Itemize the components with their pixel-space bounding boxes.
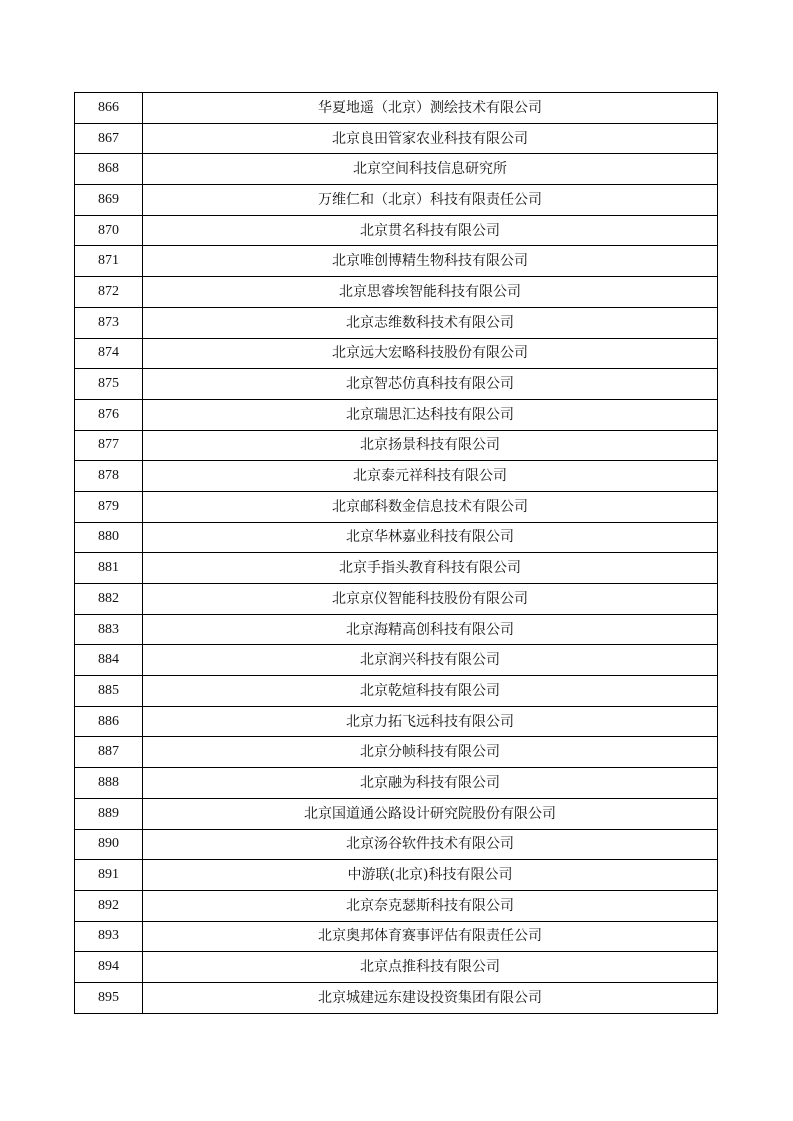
row-number-cell: 892 <box>75 890 143 921</box>
table-row <box>75 798 718 829</box>
company-name-cell: 北京奈克瑟斯科技有限公司 <box>143 890 718 921</box>
table-row <box>75 829 718 860</box>
table-row <box>75 430 718 461</box>
table-row <box>75 215 718 246</box>
row-number-cell: 872 <box>75 277 143 308</box>
company-name-cell: 华夏地遥（北京）测绘技术有限公司 <box>143 93 718 124</box>
row-number-cell: 880 <box>75 522 143 553</box>
company-name-cell: 北京乾煊科技有限公司 <box>143 676 718 707</box>
company-name-cell: 北京京仪智能科技股份有限公司 <box>143 584 718 615</box>
company-name-cell: 北京贯名科技有限公司 <box>143 215 718 246</box>
row-number-cell: 885 <box>75 676 143 707</box>
company-name-cell: 北京邮科数金信息技术有限公司 <box>143 491 718 522</box>
table-row <box>75 461 718 492</box>
table-row <box>75 307 718 338</box>
table-row <box>75 491 718 522</box>
table-row <box>75 676 718 707</box>
table-row <box>75 860 718 891</box>
table-row <box>75 338 718 369</box>
company-name-cell: 北京唯创博精生物科技有限公司 <box>143 246 718 277</box>
row-number-cell: 870 <box>75 215 143 246</box>
table-row <box>75 399 718 430</box>
row-number-cell: 883 <box>75 614 143 645</box>
company-name-cell: 北京力拓飞远科技有限公司 <box>143 706 718 737</box>
table-row <box>75 522 718 553</box>
company-name-cell: 北京良田管家农业科技有限公司 <box>143 123 718 154</box>
row-number-cell: 890 <box>75 829 143 860</box>
company-name-cell: 北京志维数科技术有限公司 <box>143 307 718 338</box>
table-row <box>75 185 718 216</box>
row-number-cell: 891 <box>75 860 143 891</box>
company-name-cell: 北京华林嘉业科技有限公司 <box>143 522 718 553</box>
table-row <box>75 982 718 1013</box>
company-name-cell: 北京手指头教育科技有限公司 <box>143 553 718 584</box>
row-number-cell: 882 <box>75 584 143 615</box>
table-row <box>75 952 718 983</box>
company-name-cell: 北京汤谷软件技术有限公司 <box>143 829 718 860</box>
company-name-cell: 北京泰元祥科技有限公司 <box>143 461 718 492</box>
row-number-cell: 877 <box>75 430 143 461</box>
table-row <box>75 277 718 308</box>
company-name-cell: 北京润兴科技有限公司 <box>143 645 718 676</box>
company-name-cell: 北京点推科技有限公司 <box>143 952 718 983</box>
table-row <box>75 921 718 952</box>
company-name-cell: 北京空间科技信息研究所 <box>143 154 718 185</box>
row-number-cell: 866 <box>75 93 143 124</box>
company-name-cell: 北京分帧科技有限公司 <box>143 737 718 768</box>
company-name-cell: 北京智芯仿真科技有限公司 <box>143 369 718 400</box>
row-number-cell: 886 <box>75 706 143 737</box>
row-number-cell: 888 <box>75 768 143 799</box>
table-row <box>75 706 718 737</box>
table-row <box>75 246 718 277</box>
row-number-cell: 894 <box>75 952 143 983</box>
company-name-cell: 北京远大宏略科技股份有限公司 <box>143 338 718 369</box>
row-number-cell: 876 <box>75 399 143 430</box>
row-number-cell: 875 <box>75 369 143 400</box>
row-number-cell: 881 <box>75 553 143 584</box>
table-row <box>75 768 718 799</box>
company-name-cell: 北京国道通公路设计研究院股份有限公司 <box>143 798 718 829</box>
row-number-cell: 878 <box>75 461 143 492</box>
row-number-cell: 884 <box>75 645 143 676</box>
table-row <box>75 584 718 615</box>
company-name-cell: 万维仁和（北京）科技有限责任公司 <box>143 185 718 216</box>
row-number-cell: 889 <box>75 798 143 829</box>
row-number-cell: 868 <box>75 154 143 185</box>
table-row <box>75 553 718 584</box>
row-number-cell: 887 <box>75 737 143 768</box>
table-row <box>75 154 718 185</box>
row-number-cell: 874 <box>75 338 143 369</box>
company-name-cell: 北京扬景科技有限公司 <box>143 430 718 461</box>
table-body <box>75 93 718 1014</box>
row-number-cell: 867 <box>75 123 143 154</box>
company-list-table <box>74 92 718 1014</box>
table-row <box>75 645 718 676</box>
company-name-cell: 中游联(北京)科技有限公司 <box>143 860 718 891</box>
table-row <box>75 123 718 154</box>
table-row <box>75 614 718 645</box>
table-row <box>75 93 718 124</box>
row-number-cell: 871 <box>75 246 143 277</box>
row-number-cell: 879 <box>75 491 143 522</box>
company-name-cell: 北京奥邦体育赛事评估有限责任公司 <box>143 921 718 952</box>
table-row <box>75 369 718 400</box>
row-number-cell: 895 <box>75 982 143 1013</box>
company-name-cell: 北京思睿埃智能科技有限公司 <box>143 277 718 308</box>
table-row <box>75 890 718 921</box>
table-row <box>75 737 718 768</box>
row-number-cell: 873 <box>75 307 143 338</box>
company-name-cell: 北京城建远东建设投资集团有限公司 <box>143 982 718 1013</box>
company-name-cell: 北京融为科技有限公司 <box>143 768 718 799</box>
row-number-cell: 893 <box>75 921 143 952</box>
row-number-cell: 869 <box>75 185 143 216</box>
company-name-cell: 北京海精高创科技有限公司 <box>143 614 718 645</box>
company-name-cell: 北京瑞思汇达科技有限公司 <box>143 399 718 430</box>
